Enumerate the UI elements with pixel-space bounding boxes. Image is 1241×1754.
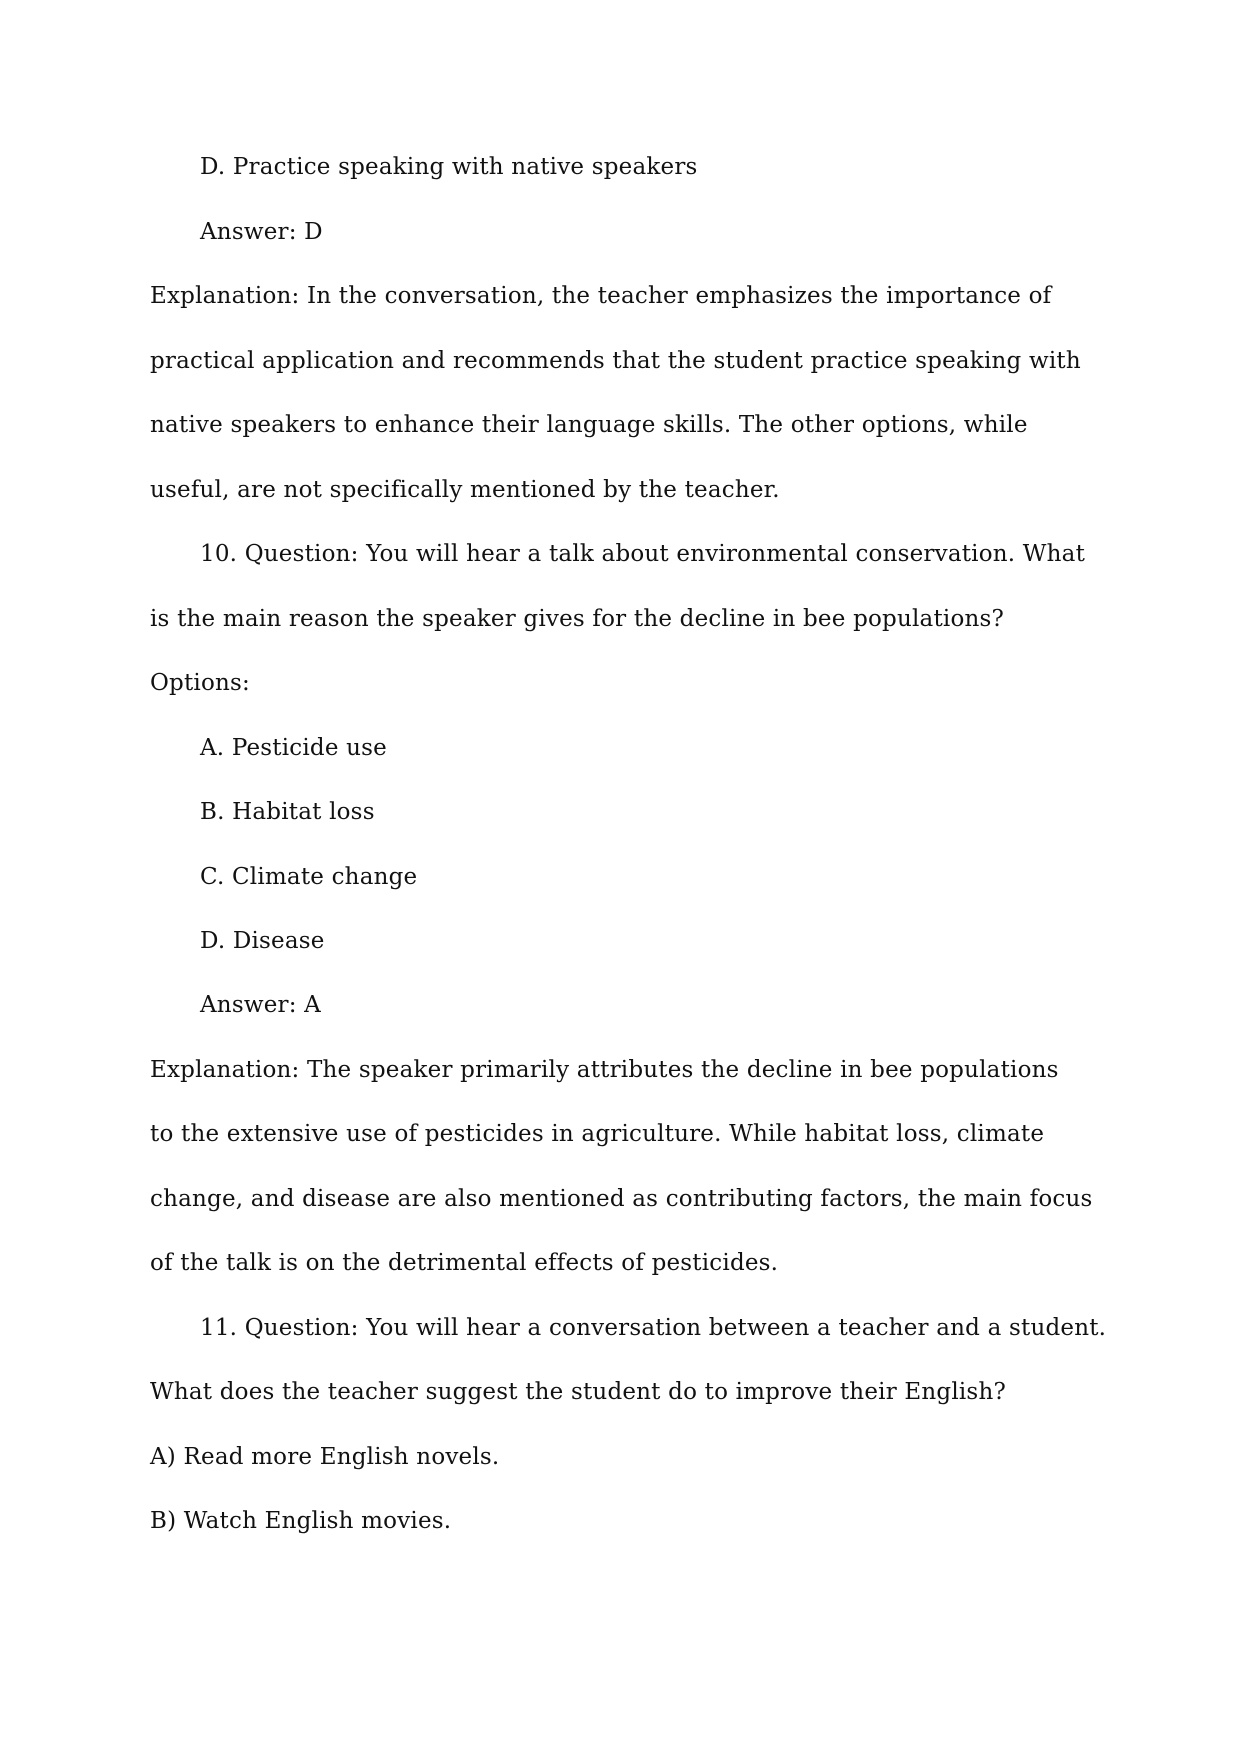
question-line: is the main reason the speaker gives for the decline in bee populations? (150, 606, 1005, 632)
options-label: Options: (150, 670, 250, 696)
question-line: 11. Question: You will hear a conversation between a teacher and a student. (200, 1315, 1107, 1341)
option-line: A. Pesticide use (200, 735, 387, 761)
question-line: What does the teacher suggest the student do to improve their English? (150, 1379, 1006, 1405)
option-d-line: D. Practice speaking with native speakers (200, 154, 698, 180)
explanation-line: to the extensive use of pesticides in agriculture. While habitat loss, climate (150, 1121, 1045, 1147)
option-line: A) Read more English novels. (150, 1444, 500, 1470)
explanation-line: change, and disease are also mentioned as contributing factors, the main focus (150, 1186, 1093, 1212)
option-line: C. Climate change (200, 864, 418, 890)
answer-line: Answer: A (200, 992, 321, 1018)
explanation-line: native speakers to enhance their language skills. The other options, while (150, 412, 1028, 438)
explanation-line: Explanation: The speaker primarily attributes the decline in bee populations (150, 1057, 1059, 1083)
option-line: D. Disease (200, 928, 325, 954)
option-line: B. Habitat loss (200, 799, 375, 825)
question-line: 10. Question: You will hear a talk about environmental conservation. What (200, 541, 1086, 567)
option-line: B) Watch English movies. (150, 1508, 452, 1534)
answer-line: Answer: D (200, 219, 323, 245)
explanation-line: Explanation: In the conversation, the teacher emphasizes the importance of (150, 283, 1052, 309)
explanation-line: of the talk is on the detrimental effects of pesticides. (150, 1250, 779, 1276)
explanation-line: practical application and recommends that the student practice speaking with (150, 348, 1081, 374)
explanation-line: useful, are not specifically mentioned by the teacher. (150, 477, 780, 503)
